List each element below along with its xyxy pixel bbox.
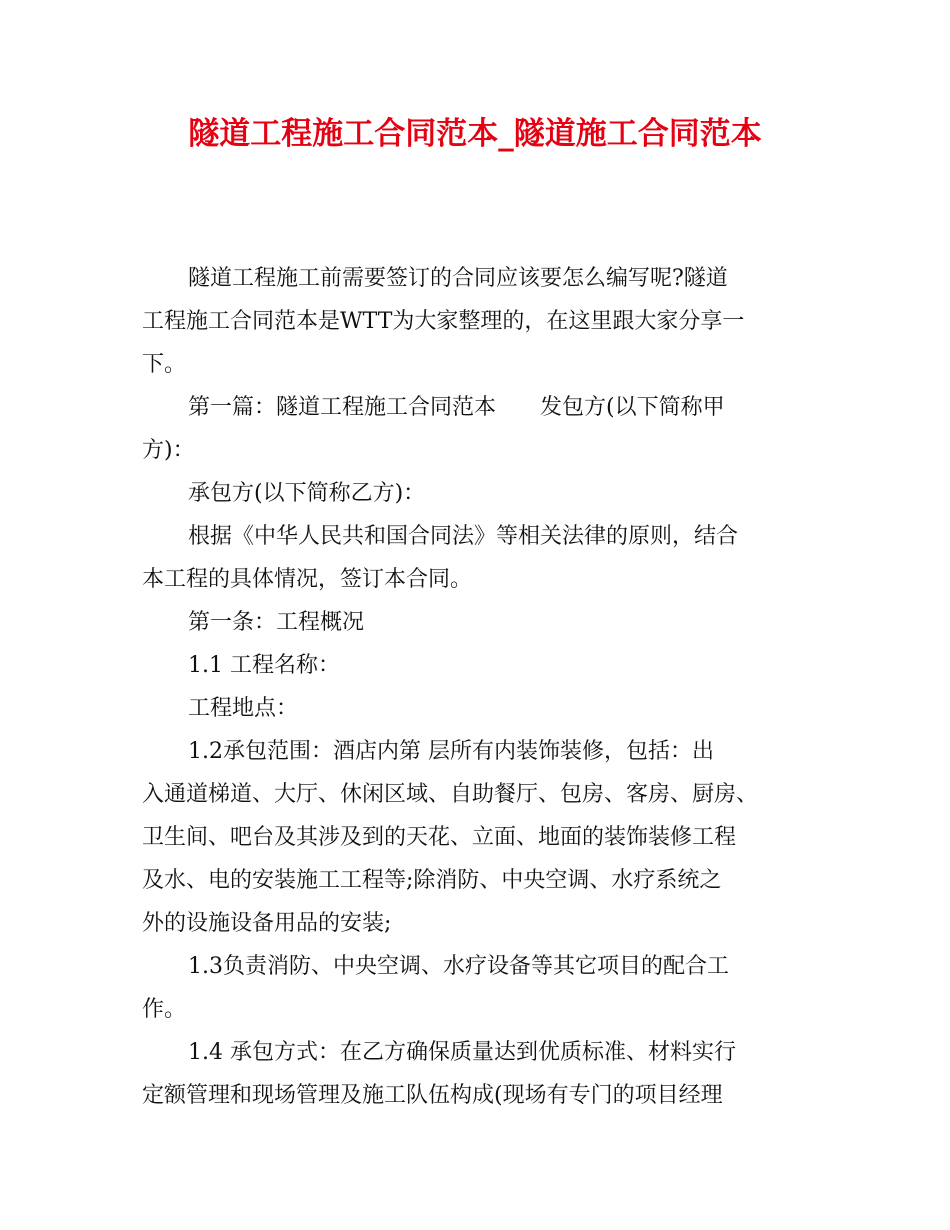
- document-body: [142, 257, 842, 1117]
- paragraph-line: 定额管理和现场管理及施工队伍构成(现场有专门的项目经理: [142, 1083, 723, 1108]
- paragraph-line: 承包方(以下简称乙方)：: [188, 481, 426, 506]
- paragraph-line: 1.2承包范围：酒店内第 层所有内装饰装修，包括：出: [188, 739, 714, 764]
- paragraph-line: 1.1 工程名称：: [188, 653, 340, 678]
- paragraph-line: 及水、电的安装施工工程等;除消防、中央空调、水疗系统之: [142, 868, 722, 893]
- paragraph-line: 1.4 承包方式：在乙方确保质量达到优质标准、材料实行: [188, 1040, 736, 1065]
- paragraph-line: [142, 386, 842, 429]
- paragraph-line: 方)：: [142, 438, 195, 463]
- paragraph-line: 1.3负责消防、中央空调、水疗设备等其它项目的配合工: [188, 954, 729, 979]
- paragraph-line: 下。: [142, 352, 187, 377]
- paragraph-line: 本工程的具体情况，签订本合同。: [142, 567, 473, 592]
- document-title: 隧道工程施工合同范本_隧道施工合同范本: [188, 116, 762, 152]
- paragraph-line: 入通道梯道、大厅、休闲区域、自助餐厅、包房、客房、厨房、: [142, 782, 759, 807]
- paragraph-line: 卫生间、吧台及其涉及到的天花、立面、地面的装饰装修工程: [142, 825, 737, 850]
- paragraph-line: 工程地点：: [188, 696, 299, 721]
- paragraph-line: 根据《中华人民共和国合同法》等相关法律的原则，结合: [188, 524, 739, 549]
- paragraph-line: 外的设施设备用品的安装;: [142, 911, 392, 936]
- paragraph-line: 作。: [142, 997, 187, 1022]
- paragraph-line: 工程施工合同范本是WTT为大家整理的，在这里跟大家分享一: [142, 309, 745, 334]
- article-heading: 第一条：工程概况: [188, 610, 365, 635]
- section-heading: 第一篇：隧道工程施工合同范本: [188, 395, 497, 420]
- party-a-label: 发包方(以下简称甲: [540, 395, 725, 420]
- paragraph-line: 隧道工程施工前需要签订的合同应该要怎么编写呢?隧道: [188, 266, 728, 291]
